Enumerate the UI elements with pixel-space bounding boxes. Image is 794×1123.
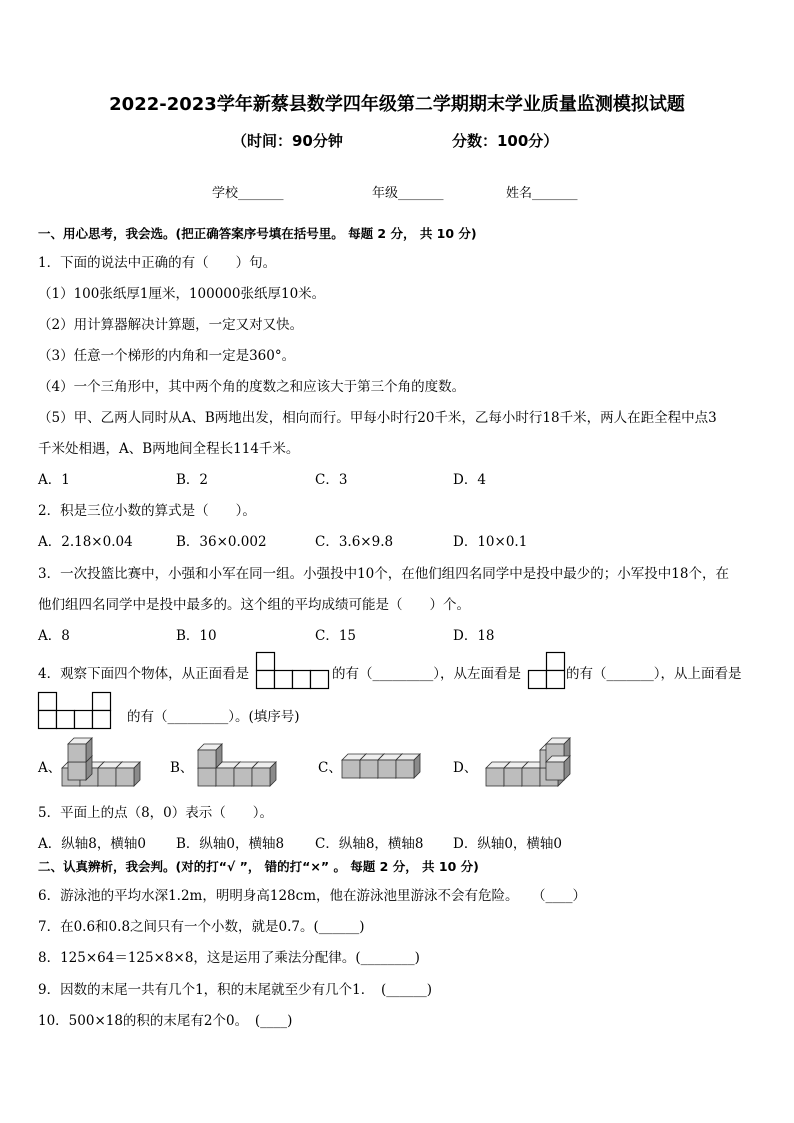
q3-option-d: D．18 <box>453 628 495 644</box>
grade-field: 年级_______ <box>372 186 444 201</box>
left-view-figure <box>528 652 568 690</box>
q2-stem: 2．积是三位小数的算式是（ ）。 <box>38 503 256 519</box>
top-view-figure <box>38 692 114 730</box>
q5-option-a: A．纵轴8，横轴0 <box>38 836 146 852</box>
q4-part2: 的有（_________），从左面看是 <box>332 666 521 682</box>
q1-statement-3: （3）任意一个梯形的内角和一定是360°。 <box>38 348 296 364</box>
q2-option-a: A．2.18×0.04 <box>38 534 133 550</box>
q3-stem-b: 他们组四名同学中是投中最多的。这个组的平均成绩可能是（ ）个。 <box>38 597 470 613</box>
q4-label-d: D、 <box>453 760 478 776</box>
q4-part4: 的有（_________）。(填序号) <box>127 709 300 725</box>
q10: 10．500×18的积的末尾有2个0。 (____) <box>38 1013 293 1029</box>
q1-option-d: D．4 <box>453 472 486 488</box>
q1-statement-1: （1）100张纸厚1厘米，100000张纸厚10米。 <box>38 286 326 302</box>
q2-option-d: D．10×0.1 <box>453 534 528 550</box>
q1-statement-5a: （5）甲、乙两人同时从A、B两地出发，相向而行。甲每小时行20千米，乙每小时行18千米，两人在距全程中点3 <box>38 410 717 426</box>
school-field: 学校_______ <box>212 186 284 201</box>
q1-option-c: C．3 <box>315 472 348 488</box>
q9: 9．因数的末尾一共有几个1，积的末尾就至少有几个1． (______) <box>38 982 433 998</box>
q1-option-a: A．1 <box>38 472 70 488</box>
solid-figure-c <box>340 738 424 788</box>
q1-statement-2: （2）用计算器解决计算题，一定又对又快。 <box>38 317 304 333</box>
page-title: 2022-2023学年新蔡县数学四年级第二学期期末学业质量监测模拟试题 <box>109 94 685 115</box>
solid-figure-d <box>484 738 574 788</box>
q5-option-d: D．纵轴0，横轴0 <box>453 836 563 852</box>
q4-part1: 4．观察下面四个物体，从正面看是 <box>38 666 250 682</box>
q1-statement-5b: 千米处相遇，A、B两地间全程长114千米。 <box>38 441 300 457</box>
q1-stem: 1．下面的说法中正确的有（ ）句。 <box>38 255 277 271</box>
exam-score: 分数：100分） <box>452 132 559 150</box>
q3-option-b: B．10 <box>176 628 217 644</box>
solid-figure-b <box>196 738 280 788</box>
q3-option-c: C．15 <box>315 628 357 644</box>
solid-figure-a <box>60 738 144 788</box>
front-view-figure <box>256 652 332 690</box>
q4-label-b: B、 <box>170 760 194 776</box>
q4-part3: 的有（_______），从上面看是 <box>566 666 742 682</box>
q5-stem: 5．平面上的点（8，0）表示（ ）。 <box>38 805 274 821</box>
section1-heading: 一、用心思考，我会选。(把正确答案序号填在括号里。 每题 2 分， 共 10 分) <box>38 226 477 241</box>
q8: 8．125×64＝125×8×8，这是运用了乘法分配律。(________) <box>38 950 420 966</box>
q7: 7．在0.6和0.8之间只有一个小数，就是0.7。(______) <box>38 919 365 935</box>
q1-statement-4: （4）一个三角形中，其中两个角的度数之和应该大于第三个角的度数。 <box>38 379 466 395</box>
q6: 6．游泳池的平均水深1.2m，明明身高128cm，他在游泳池里游泳不会有危险。 （____） <box>38 888 586 904</box>
q5-option-c: C．纵轴8，横轴8 <box>315 836 424 852</box>
q3-stem-a: 3．一次投篮比赛中，小强和小军在同一组。小强投中10个，在他们组四名同学中是投中最少的；小军投中18个，在 <box>38 566 729 582</box>
q5-option-b: B．纵轴0，横轴8 <box>176 836 285 852</box>
q4-label-c: C、 <box>318 760 342 776</box>
exam-time: （时间：90分钟 <box>232 132 343 150</box>
q2-option-c: C．3.6×9.8 <box>315 534 394 550</box>
section2-heading: 二、认真辨析，我会判。(对的打“√ ”， 错的打“×” 。 每题 2 分， 共 10 分) <box>38 859 479 874</box>
q3-option-a: A．8 <box>38 628 70 644</box>
q2-option-b: B．36×0.002 <box>176 534 267 550</box>
q1-option-b: B．2 <box>176 472 209 488</box>
q4-label-a: A、 <box>38 760 62 776</box>
name-field: 姓名_______ <box>506 186 578 201</box>
